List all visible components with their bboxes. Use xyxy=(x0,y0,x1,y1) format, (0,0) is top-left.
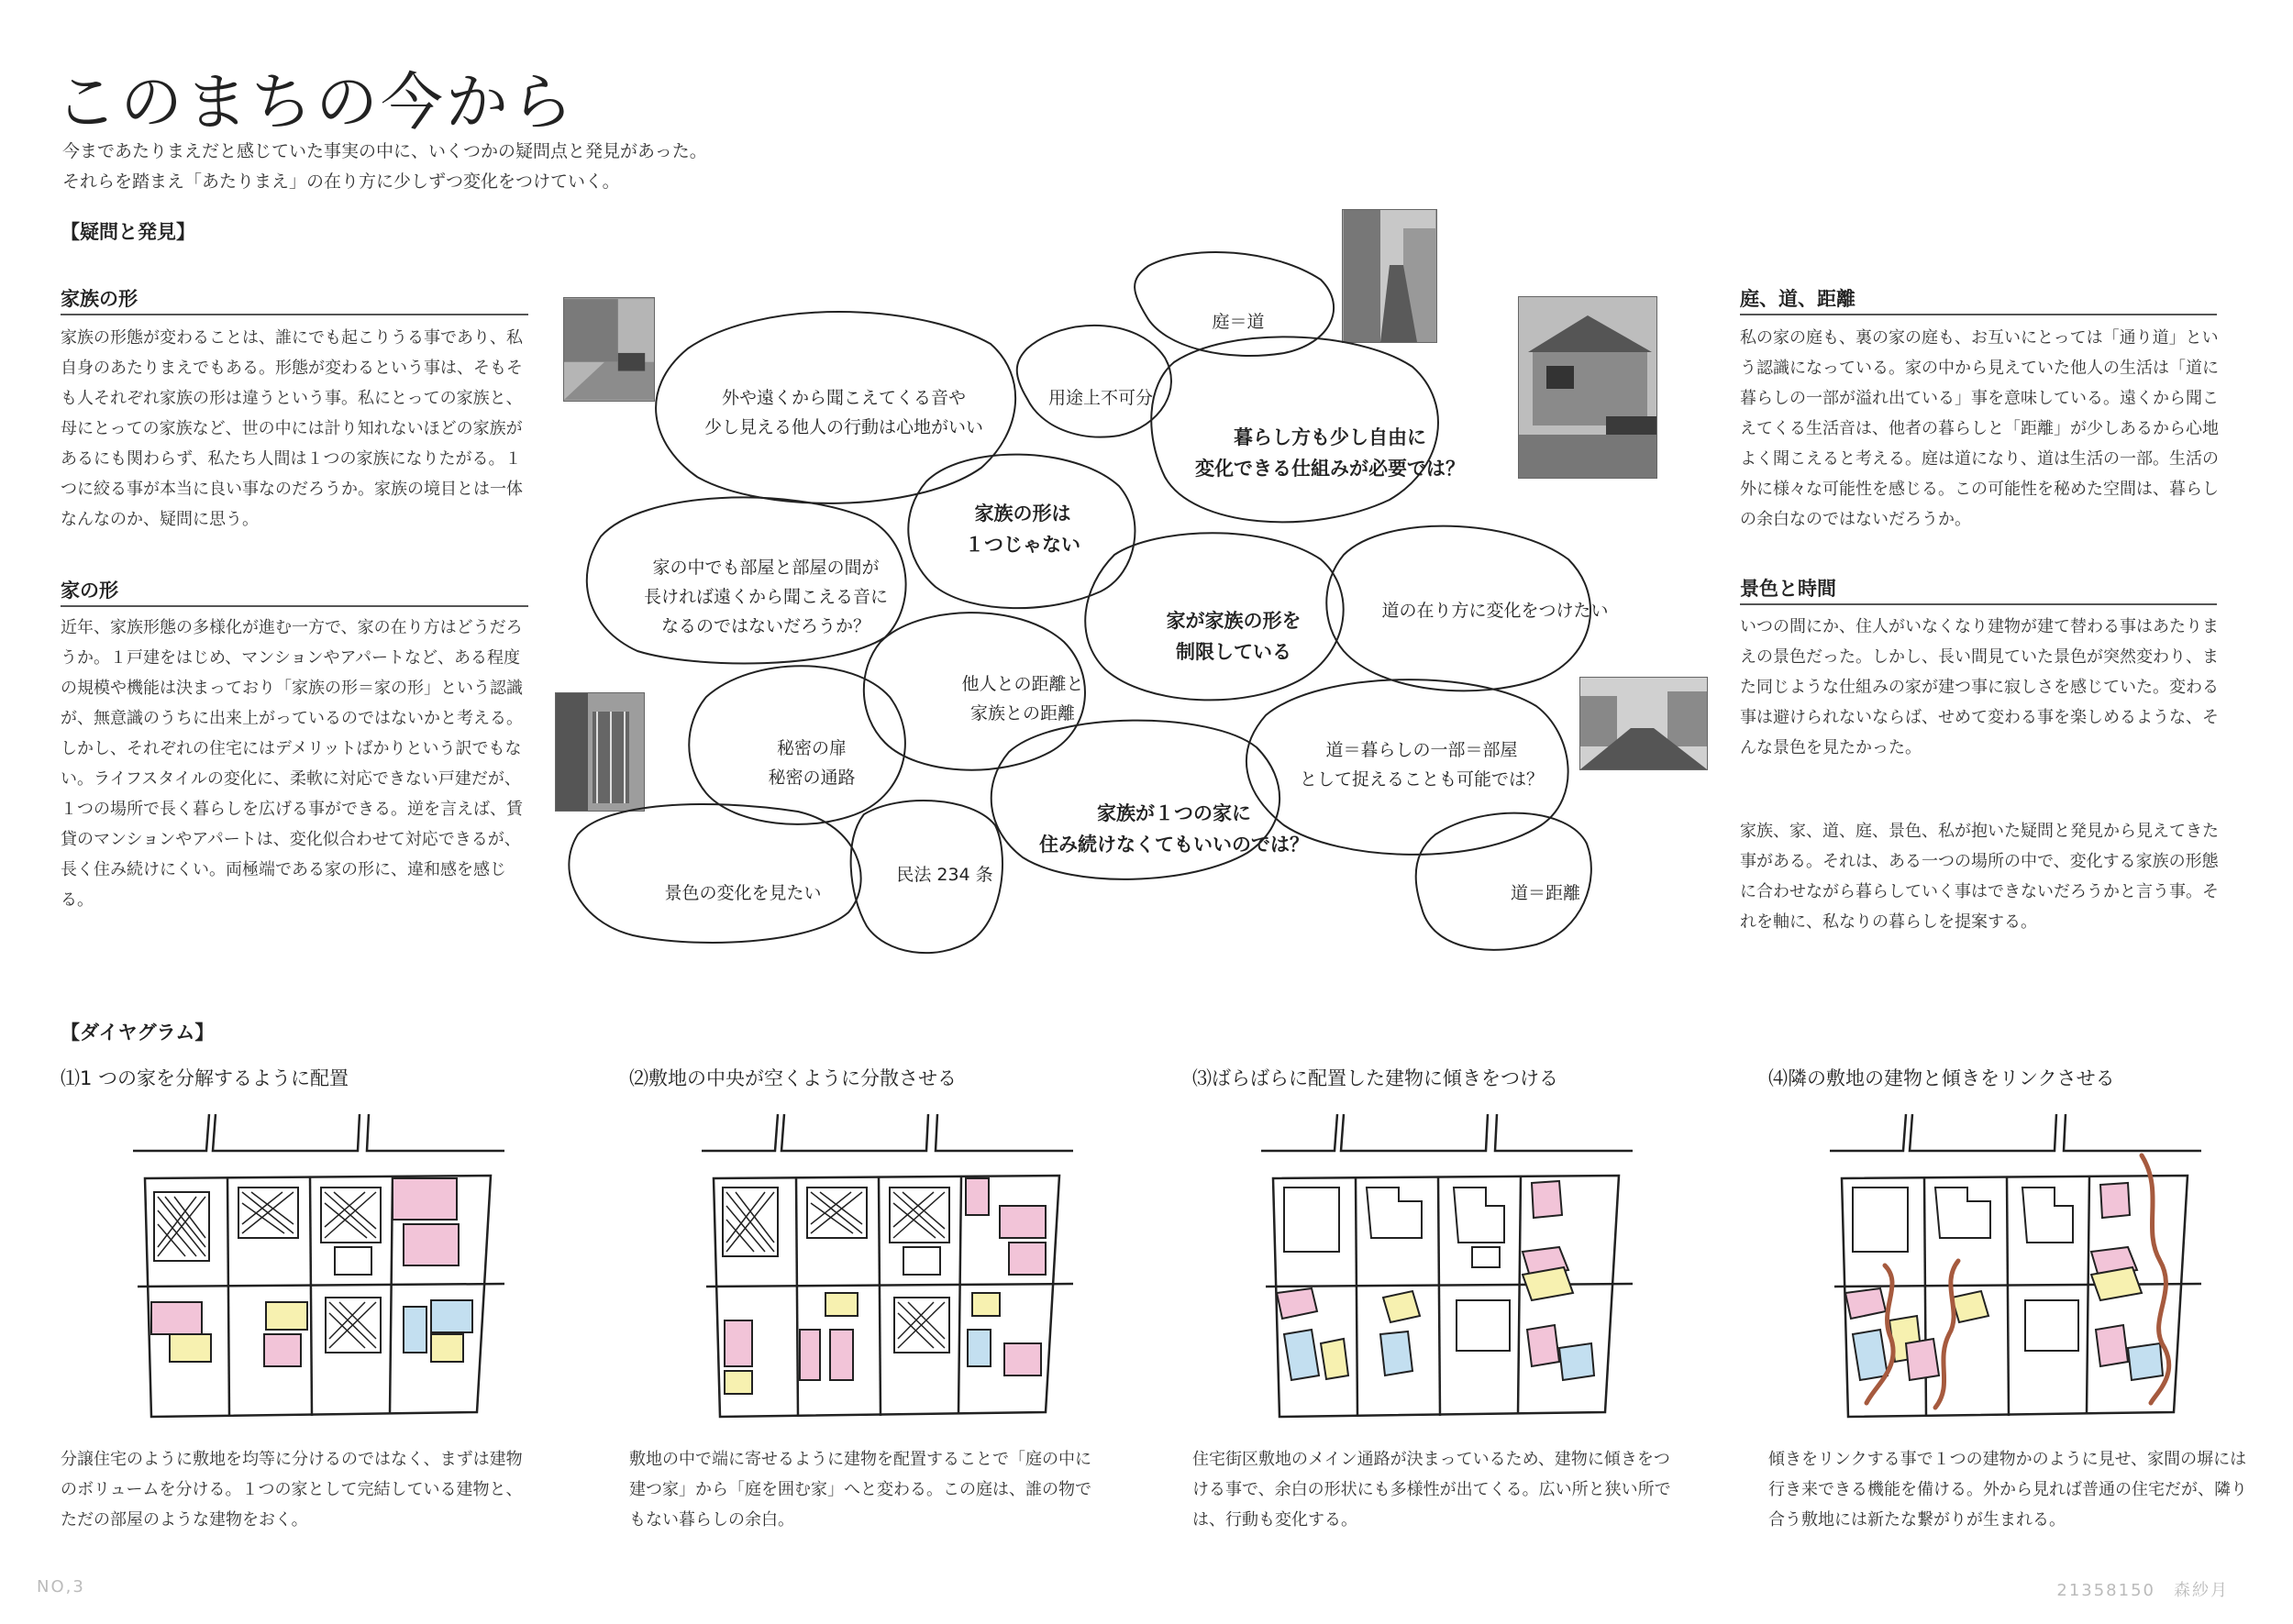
site-diagram-1 xyxy=(128,1110,514,1431)
bubble-road-room: 道＝暮らしの一部＝部屋 として捉えることも可能では？ xyxy=(1299,740,1544,790)
page-title: このまちの今から xyxy=(55,67,577,139)
bubble-family-not-one: 家族の形は １つじゃない xyxy=(965,503,1080,556)
bubble-distance: 他人との距離と 家族との距離 xyxy=(961,674,1084,724)
page-number: NO,3 xyxy=(37,1577,85,1596)
diagram-4-title: ⑷隣の敷地の建物と傾きをリンクさせる xyxy=(1768,1067,2115,1089)
site-diagram-4 xyxy=(1825,1110,2210,1431)
diagram-3-title: ⑶ばらばらに配置した建物に傾きをつける xyxy=(1192,1067,1558,1089)
diagram-1-text: 分譲住宅のように敷地を均等に分けるのではなく、まずは建物のボリュームを分ける。１つの家として完結している建物と、ただの部屋のような建物をおく。 xyxy=(61,1450,523,1530)
site-diagram-2 xyxy=(697,1110,1082,1431)
bubble-not-stay: 家族が１つの家に 住み続けなくてもいいのでは？ xyxy=(1039,802,1309,856)
lead-line-1: 今まであたりまえだと感じていた事実の中に、いくつかの疑問点と発見があった。 xyxy=(62,141,707,161)
diagram-2-text: 敷地の中で端に寄せるように建物を配置することで「庭の中に建つ家」から「庭を囲む家」へと変わる。この庭は、誰の物でもない暮らしの余白。 xyxy=(629,1450,1091,1530)
summary-text: 家族、家、道、庭、景色、私が抱いた疑問と発見から見えてきた事がある。それは、ある一つの場所の中で、変化する家族の形態に合わせながら暮らしていく事はできないだろうかと言う事。それを軸に、私なりの暮らしを提案する。 xyxy=(1740,822,2219,932)
bubble-inseparable: 用途上不可分 xyxy=(1047,388,1153,408)
house-heading: 家の形 xyxy=(61,576,528,607)
bubble-room-distance: 家の中でも部屋と部屋の間が 長ければ遠くから聞こえる音に なるのではないだろうか？ xyxy=(643,558,888,636)
garden-text: 私の家の庭も、裏の家の庭も、お互いにとっては「通り道」という認識になっている。家の中から見えていた他人の生活は「道に暮らしの一部が溢れ出ている」事を意味している。遠くから聞こえてくる生活音は、他者の暮らしと「距離」が少しあるから心地よく聞こえると考える。庭は道になり、道は生活の一部。生活の外に様々な可能性を感じる。この可能性を秘めた空間は、暮らしの余白なのではないだろうか。 xyxy=(1740,328,2219,529)
bubble-road-change: 道の在り方に変化をつけたい xyxy=(1381,601,1609,621)
lead-line-2: それらを踏まえ「あたりまえ」の在り方に少しずつ変化をつけていく。 xyxy=(62,171,620,192)
diagram-4-text: 傾きをリンクする事で１つの建物かのように見せ、家間の塀には行き来できる機能を備ける。外から見れば普通の住宅だが、隣り合う敷地には新たな繋がりが生まれる。 xyxy=(1768,1450,2247,1530)
section-diagram-heading: 【ダイヤグラム】 xyxy=(61,1022,215,1044)
family-heading: 家族の形 xyxy=(61,284,528,315)
bubble-civil-code: 民法 234 条 xyxy=(896,865,993,885)
bubble-flexible: 暮らし方も少し自由に 変化できる仕組みが必要では？ xyxy=(1195,426,1465,480)
author-id: 21358150 森紗月 xyxy=(2056,1581,2229,1600)
garden-heading: 庭、道、距離 xyxy=(1740,284,2217,315)
family-text: 家族の形態が変わることは、誰にでも起こりうる事であり、私自身のあたりまえでもある。形態が変わるという事は、そもそも人それぞれ家族の形は違うという事。私にとっての家族と、母にとっての家族など、世の中には計り知れないほどの家族があるにも関わらず、私たち人間は１つの家族になりたがる。１つに絞る事が本当に良い事なのだろうか。家族の境目とは一体なんなのか、疑問に思う。 xyxy=(61,328,523,529)
bubble-secret: 秘密の扉 秘密の通路 xyxy=(768,738,856,788)
bubble-house-limits: 家が家族の形を 制限している xyxy=(1166,610,1302,663)
bubble-sounds: 外や遠くから聞こえてくる音や 少し見える他人の行動は心地がいい xyxy=(703,388,983,437)
bubble-scenery: 景色の変化を見たい xyxy=(664,883,822,903)
site-diagram-3 xyxy=(1257,1110,1642,1431)
diagram-3-text: 住宅街区敷地のメイン通路が決まっているため、建物に傾きをつける事で、余白の形状にも多様性が出てくる。広い所と狭い所では、行動も変化する。 xyxy=(1192,1450,1671,1530)
bubble-garden-road: 庭＝道 xyxy=(1212,312,1265,332)
house-text: 近年、家族形態の多様化が進む一方で、家の在り方はどうだろうか。１戸建をはじめ、マンションやアパートなど、ある程度の規模や機能は決まっており「家族の形＝家の形」という認識が、無意識のうちに出来上がっているのではないかと考える。しかし、それぞれの住宅にはデメリットばかりという訳でもない。ライフスタイルの変化に、柔軟に対応できない戸建だが、１つの場所で長く暮らしを広げる事ができる。逆を言えば、賃貸のマンションやアパートは、変化似合わせて対応できるが、長く住み続けにくい。両極端である家の形に、違和感を感じる。 xyxy=(61,618,523,910)
scene-text: いつの間にか、住人がいなくなり建物が建て替わる事はあたりまえの景色だった。しかし、長い間見ていた景色が突然変わり、また同じような仕組みの家が建つ事に寂しさを感じていた。変わる事は避けられないならば、せめて変わる事を楽しめるような、そんな景色を見たかった。 xyxy=(1740,617,2219,757)
bubble-road-distance: 道＝距離 xyxy=(1510,883,1580,903)
scene-heading: 景色と時間 xyxy=(1740,574,2217,605)
diagram-1-title: ⑴1 つの家を分解するように配置 xyxy=(61,1067,349,1089)
diagram-2-title: ⑵敷地の中央が空くように分散させる xyxy=(629,1067,957,1089)
section-questions-heading: 【疑問と発見】 xyxy=(61,221,195,243)
